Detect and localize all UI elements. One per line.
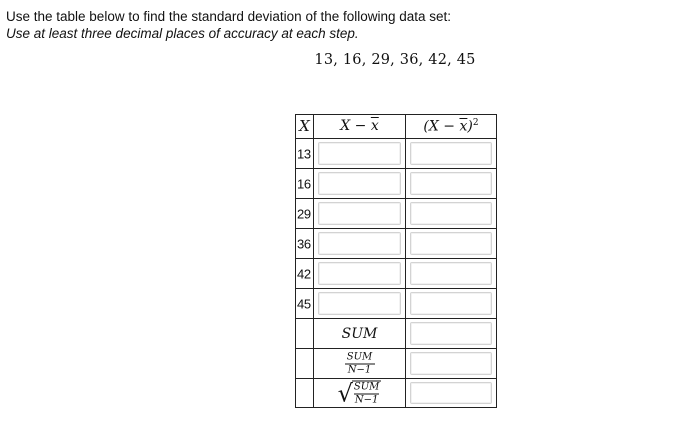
header-squared-mean: $\overline{x}$ [459,118,468,135]
header-deviation-cell [314,115,406,138]
squared-deviation-cell [406,139,497,168]
deviation-cell [314,169,406,198]
header-squared-open: (X − [423,118,460,135]
deviation-input[interactable] [318,262,401,285]
squared-deviation-cell [406,259,497,288]
squared-deviation-cell [406,289,497,318]
std-dev-radicand [352,381,382,406]
squared-deviation-cell [406,229,497,258]
header-x-cell [296,115,314,138]
header-deviation [314,118,405,134]
variance-numerator: SUM [345,352,375,364]
table-row [296,289,497,319]
empty-cell [296,349,314,378]
deviation-input[interactable] [318,202,401,225]
sum-label-cell [314,319,406,348]
x-value-cell [296,139,314,168]
x-value-cell [296,259,314,288]
table-row [296,139,497,169]
header-x: X [299,117,310,135]
x-value: 29 [297,206,311,221]
deviation-input[interactable] [318,292,401,315]
variance-formula [314,352,405,375]
variance-denominator: N−1 [347,364,372,375]
deviation-input[interactable] [318,232,401,255]
squared-deviation-cell [406,169,497,198]
deviation-input[interactable] [318,172,401,195]
header-squared-exponent: 2 [472,118,479,128]
table-row [296,199,497,229]
squared-deviation-input[interactable] [410,292,492,315]
x-value: 42 [297,266,311,281]
empty-cell [296,319,314,348]
squared-deviation-input[interactable] [410,202,492,225]
squared-deviation-cell [406,199,497,228]
variance-value-cell [406,349,497,378]
deviation-input[interactable] [318,142,401,165]
deviation-cell [314,199,406,228]
x-value: 45 [297,296,311,311]
sum-input[interactable] [410,322,492,345]
table-header-row [296,115,497,139]
x-value: 36 [297,236,311,251]
squared-deviation-input[interactable] [410,142,492,165]
table-row [296,169,497,199]
header-squared-deviation [406,118,496,135]
std-dev-label-cell [314,379,406,407]
squared-deviation-input[interactable] [410,262,492,285]
squared-deviation-input[interactable] [410,232,492,255]
std-dev-row [296,379,497,408]
std-dev-formula [314,381,405,406]
sum-row [296,319,497,349]
variance-row [296,349,497,379]
deviation-cell [314,139,406,168]
sum-label: SUM [341,325,378,342]
header-deviation-mean: $\overline{x}$ [370,118,379,134]
x-value-cell [296,229,314,258]
table-row [296,229,497,259]
squared-deviation-input[interactable] [410,172,492,195]
instruction-text: Use the table below to find the standard deviation of the following data set: [6,9,452,24]
std-dev-table [295,114,497,408]
sum-value-cell [406,319,497,348]
variance-label-cell [314,349,406,378]
x-value-cell [296,289,314,318]
deviation-cell [314,259,406,288]
header-deviation-main: X − [340,118,371,134]
instruction-accuracy-note: Use at least three decimal places of accuracy at each step. [6,26,359,41]
header-squared-close: ) [467,118,473,135]
deviation-cell [314,289,406,318]
data-set-values: 13, 16, 29, 36, 42, 45 [314,52,476,68]
variance-input[interactable] [410,352,492,375]
square-root-icon: √ [337,379,353,407]
empty-cell [296,379,314,407]
std-dev-value-cell [406,379,497,407]
table-row [296,259,497,289]
x-value-cell [296,199,314,228]
deviation-cell [314,229,406,258]
std-dev-numerator: SUM [353,381,380,393]
x-value: 13 [297,146,311,161]
std-dev-input[interactable] [410,382,492,404]
std-dev-denominator: N−1 [354,394,379,406]
x-value: 16 [297,176,311,191]
x-value-cell [296,169,314,198]
header-squared-cell [406,115,497,138]
